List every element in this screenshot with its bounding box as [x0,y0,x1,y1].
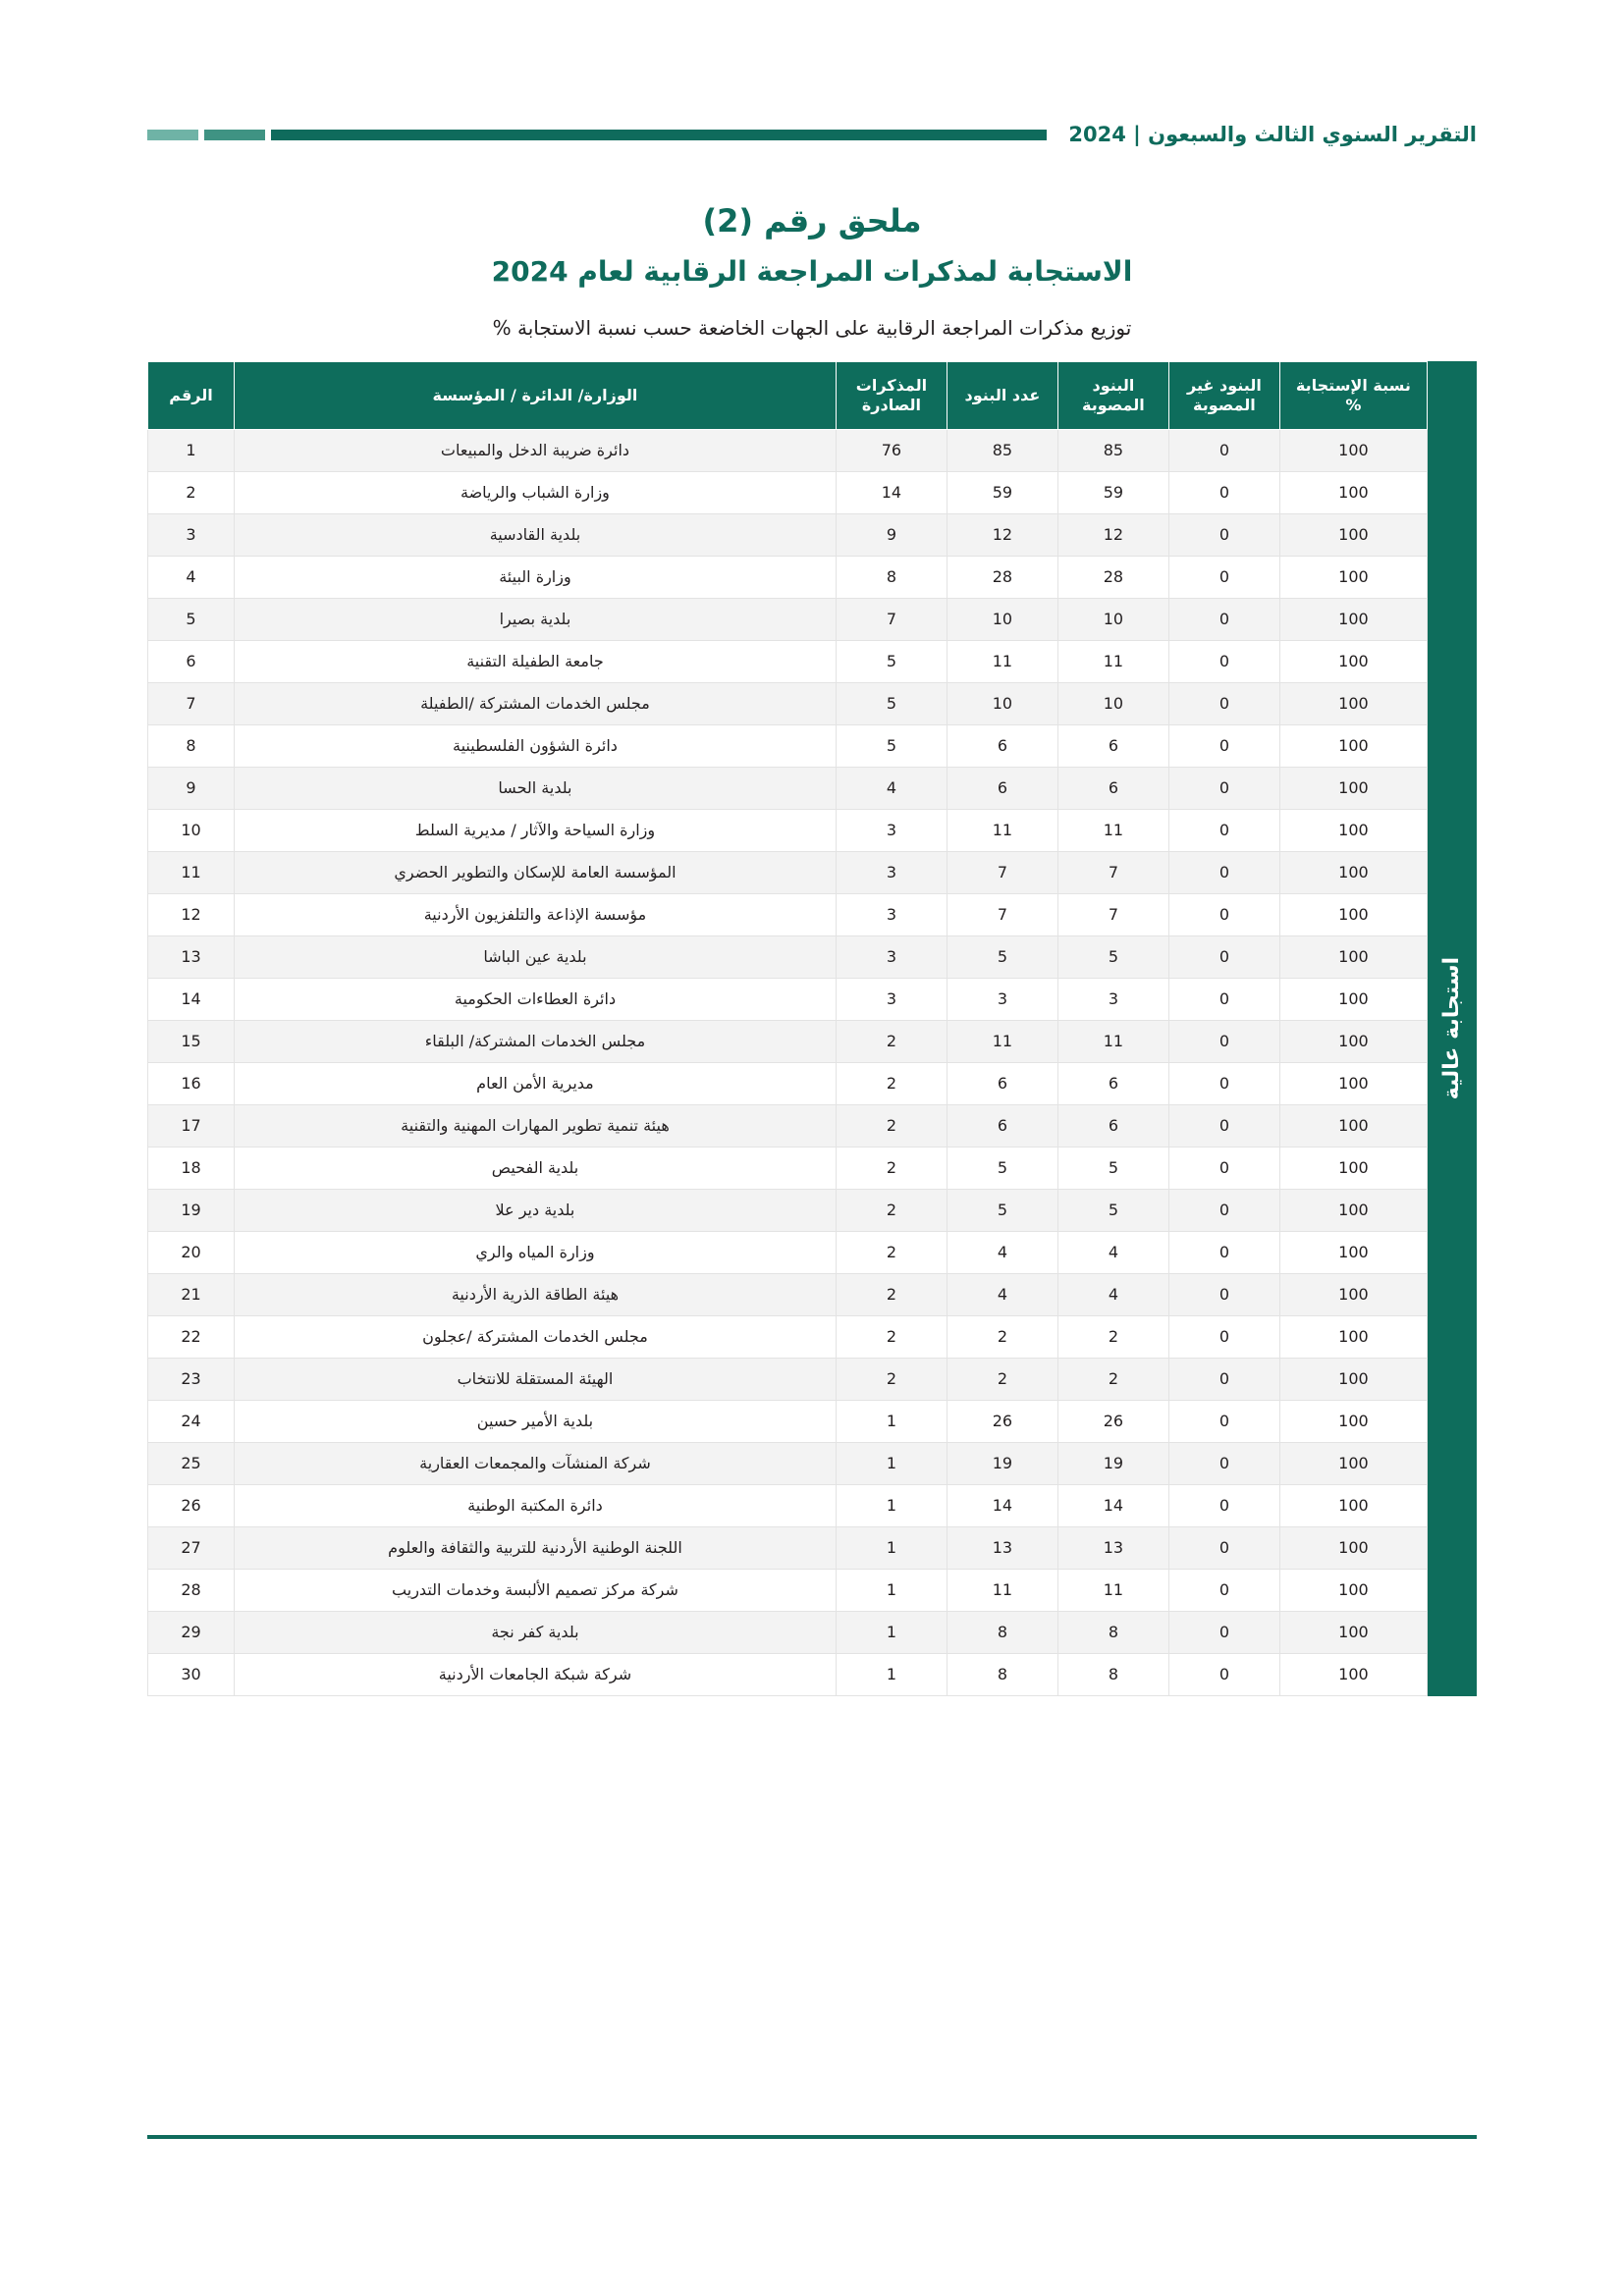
cell-items-count: 5 [947,1147,1057,1189]
cell-entity: هيئة الطاقة الذرية الأردنية [235,1273,837,1315]
cell-entity: دائرة الشؤون الفلسطينية [235,724,837,767]
cell-entity: مجلس الخدمات المشتركة/ البلقاء [235,1020,837,1062]
cell-fixed-items: 19 [1057,1442,1168,1484]
table-row [148,1104,1428,1147]
cell-issued-memos: 3 [836,809,947,851]
table-row [148,1400,1428,1442]
cell-unfixed-items: 0 [1168,1020,1279,1062]
cell-entity: بلدية كفر نجة [235,1611,837,1653]
cell-number: 29 [148,1611,235,1653]
cell-unfixed-items: 0 [1168,1400,1279,1442]
cell-issued-memos: 2 [836,1273,947,1315]
cell-unfixed-items: 0 [1168,598,1279,640]
cell-items-count: 10 [947,598,1057,640]
cell-number: 18 [148,1147,235,1189]
cell-items-count: 13 [947,1526,1057,1569]
cell-items-count: 5 [947,1189,1057,1231]
cell-issued-memos: 9 [836,513,947,556]
cell-number: 2 [148,471,235,513]
cell-entity: دائرة العطاءات الحكومية [235,978,837,1020]
cell-fixed-items: 2 [1057,1315,1168,1358]
cell-issued-memos: 3 [836,851,947,893]
cell-number: 14 [148,978,235,1020]
cell-unfixed-items: 0 [1168,1104,1279,1147]
appendix-subtitle: الاستجابة لمذكرات المراجعة الرقابية لعام 2024 [491,255,1133,288]
cell-items-count: 2 [947,1358,1057,1400]
cell-fixed-items: 5 [1057,1147,1168,1189]
cell-issued-memos: 7 [836,598,947,640]
cell-response-percent: 100 [1279,556,1427,598]
cell-entity: بلدية الحسا [235,767,837,809]
cell-issued-memos: 1 [836,1611,947,1653]
cell-number: 20 [148,1231,235,1273]
cell-fixed-items: 10 [1057,682,1168,724]
table-row [148,513,1428,556]
cell-items-count: 4 [947,1231,1057,1273]
cell-response-percent: 100 [1279,1104,1427,1147]
cell-unfixed-items: 0 [1168,935,1279,978]
cell-response-percent: 100 [1279,513,1427,556]
cell-entity: شركة المنشآت والمجمعات العقارية [235,1442,837,1484]
cell-entity: بلدية القادسية [235,513,837,556]
cell-number: 21 [148,1273,235,1315]
cell-entity: بلدية عين الباشا [235,935,837,978]
cell-entity: هيئة تنمية تطوير المهارات المهنية والتقنية [235,1104,837,1147]
cell-issued-memos: 2 [836,1104,947,1147]
cell-entity: مجلس الخدمات المشتركة /عجلون [235,1315,837,1358]
cell-entity: الهيئة المستقلة للانتخاب [235,1358,837,1400]
col-number: الرقم [148,361,235,429]
cell-unfixed-items: 0 [1168,1526,1279,1569]
cell-number: 27 [148,1526,235,1569]
cell-number: 26 [148,1484,235,1526]
cell-items-count: 8 [947,1653,1057,1695]
cell-unfixed-items: 0 [1168,513,1279,556]
cell-number: 13 [148,935,235,978]
cell-number: 17 [148,1104,235,1147]
cell-unfixed-items: 0 [1168,429,1279,471]
table-row [148,1569,1428,1611]
cell-items-count: 19 [947,1442,1057,1484]
cell-response-percent: 100 [1279,1231,1427,1273]
cell-response-percent: 100 [1279,893,1427,935]
cell-response-percent: 100 [1279,809,1427,851]
cell-fixed-items: 2 [1057,1358,1168,1400]
cell-response-percent: 100 [1279,724,1427,767]
cell-items-count: 6 [947,1104,1057,1147]
response-level-band [1428,361,1477,1696]
cell-number: 24 [148,1400,235,1442]
cell-fixed-items: 8 [1057,1653,1168,1695]
table-row [148,893,1428,935]
cell-issued-memos: 3 [836,893,947,935]
cell-issued-memos: 8 [836,556,947,598]
header-rule [147,130,1047,140]
cell-entity: شركة شبكة الجامعات الأردنية [235,1653,837,1695]
cell-number: 4 [148,556,235,598]
cell-number: 25 [148,1442,235,1484]
cell-issued-memos: 1 [836,1569,947,1611]
table-row [148,767,1428,809]
cell-items-count: 12 [947,513,1057,556]
table-row [148,1653,1428,1695]
table-row [148,1526,1428,1569]
table-row [148,978,1428,1020]
cell-response-percent: 100 [1279,471,1427,513]
cell-unfixed-items: 0 [1168,1273,1279,1315]
cell-items-count: 6 [947,724,1057,767]
cell-number: 23 [148,1358,235,1400]
table-row [148,851,1428,893]
table-row [148,1062,1428,1104]
cell-fixed-items: 4 [1057,1273,1168,1315]
cell-response-percent: 100 [1279,1189,1427,1231]
cell-issued-memos: 2 [836,1358,947,1400]
cell-issued-memos: 2 [836,1062,947,1104]
cell-fixed-items: 59 [1057,471,1168,513]
cell-response-percent: 100 [1279,598,1427,640]
cell-fixed-items: 4 [1057,1231,1168,1273]
cell-fixed-items: 3 [1057,978,1168,1020]
cell-response-percent: 100 [1279,1020,1427,1062]
table-head [148,361,1428,429]
cell-items-count: 8 [947,1611,1057,1653]
cell-number: 3 [148,513,235,556]
table-row [148,640,1428,682]
cell-items-count: 6 [947,1062,1057,1104]
cell-entity: اللجنة الوطنية الأردنية للتربية والثقافة والعلوم [235,1526,837,1569]
col-items-count: عدد البنود [947,361,1057,429]
cell-issued-memos: 1 [836,1526,947,1569]
cell-number: 6 [148,640,235,682]
table-row [148,809,1428,851]
table-header-row [148,361,1428,429]
table-caption: توزيع مذكرات المراجعة الرقابية على الجهات الخاضعة حسب نسبة الاستجابة % [492,315,1132,340]
cell-response-percent: 100 [1279,1358,1427,1400]
cell-unfixed-items: 0 [1168,1315,1279,1358]
cell-issued-memos: 2 [836,1189,947,1231]
cell-number: 12 [148,893,235,935]
table-row [148,1358,1428,1400]
cell-unfixed-items: 0 [1168,682,1279,724]
cell-unfixed-items: 0 [1168,556,1279,598]
cell-fixed-items: 11 [1057,640,1168,682]
page-header [0,0,1624,146]
cell-number: 5 [148,598,235,640]
cell-entity: وزارة السياحة والآثار / مديرية السلط [235,809,837,851]
cell-items-count: 7 [947,851,1057,893]
header-rule-segment-mid [204,130,265,140]
cell-entity: بلدية بصيرا [235,598,837,640]
cell-issued-memos: 76 [836,429,947,471]
header-rule-segment-short [147,130,198,140]
cell-unfixed-items: 0 [1168,893,1279,935]
cell-response-percent: 100 [1279,1273,1427,1315]
table-row [148,1231,1428,1273]
cell-entity: مؤسسة الإذاعة والتلفزيون الأردنية [235,893,837,935]
cell-entity: بلدية الأمير حسين [235,1400,837,1442]
cell-number: 30 [148,1653,235,1695]
cell-response-percent: 100 [1279,851,1427,893]
cell-entity: شركة مركز تصميم الألبسة وخدمات التدريب [235,1569,837,1611]
cell-items-count: 3 [947,978,1057,1020]
cell-issued-memos: 3 [836,978,947,1020]
cell-unfixed-items: 0 [1168,1062,1279,1104]
table-row [148,724,1428,767]
cell-entity: جامعة الطفيلة التقنية [235,640,837,682]
cell-fixed-items: 11 [1057,1020,1168,1062]
cell-fixed-items: 7 [1057,851,1168,893]
cell-entity: وزارة البيئة [235,556,837,598]
appendix-title: ملحق رقم (2) [702,202,922,240]
table-body [148,429,1428,1695]
table-row [148,429,1428,471]
response-level-label: استجابة عالية [1439,957,1465,1100]
cell-fixed-items: 6 [1057,1062,1168,1104]
cell-items-count: 6 [947,767,1057,809]
response-table [147,361,1428,1696]
cell-items-count: 7 [947,893,1057,935]
cell-entity: مجلس الخدمات المشتركة /الطفيلة [235,682,837,724]
cell-items-count: 11 [947,809,1057,851]
col-fixed-items: البنود المصوبة [1057,361,1168,429]
cell-fixed-items: 7 [1057,893,1168,935]
cell-fixed-items: 10 [1057,598,1168,640]
cell-number: 7 [148,682,235,724]
table-row [148,1484,1428,1526]
cell-unfixed-items: 0 [1168,471,1279,513]
cell-response-percent: 100 [1279,1653,1427,1695]
cell-fixed-items: 85 [1057,429,1168,471]
cell-unfixed-items: 0 [1168,1484,1279,1526]
cell-issued-memos: 2 [836,1147,947,1189]
report-header-title: التقرير السنوي الثالث والسبعون | 2024 [1068,123,1477,146]
cell-items-count: 5 [947,935,1057,978]
cell-items-count: 85 [947,429,1057,471]
cell-entity: دائرة المكتبة الوطنية [235,1484,837,1526]
titles-block [0,197,1624,340]
cell-fixed-items: 12 [1057,513,1168,556]
cell-number: 22 [148,1315,235,1358]
cell-unfixed-items: 0 [1168,1569,1279,1611]
cell-number: 11 [148,851,235,893]
cell-issued-memos: 1 [836,1400,947,1442]
cell-unfixed-items: 0 [1168,1653,1279,1695]
cell-issued-memos: 1 [836,1653,947,1695]
cell-unfixed-items: 0 [1168,1147,1279,1189]
cell-entity: دائرة ضريبة الدخل والمبيعات [235,429,837,471]
cell-entity: المؤسسة العامة للإسكان والتطوير الحضري [235,851,837,893]
header-rule-segment-long [271,130,1047,140]
cell-response-percent: 100 [1279,767,1427,809]
cell-unfixed-items: 0 [1168,724,1279,767]
cell-fixed-items: 6 [1057,724,1168,767]
table-row [148,556,1428,598]
cell-issued-memos: 5 [836,640,947,682]
cell-fixed-items: 11 [1057,809,1168,851]
cell-issued-memos: 1 [836,1484,947,1526]
cell-response-percent: 100 [1279,1569,1427,1611]
cell-issued-memos: 5 [836,724,947,767]
cell-response-percent: 100 [1279,1400,1427,1442]
cell-items-count: 2 [947,1315,1057,1358]
cell-items-count: 11 [947,1569,1057,1611]
cell-items-count: 59 [947,471,1057,513]
cell-unfixed-items: 0 [1168,767,1279,809]
col-issued-memos: المذكرات الصادرة [836,361,947,429]
cell-items-count: 10 [947,682,1057,724]
cell-number: 16 [148,1062,235,1104]
cell-issued-memos: 4 [836,767,947,809]
cell-number: 1 [148,429,235,471]
cell-unfixed-items: 0 [1168,1442,1279,1484]
table-row [148,1315,1428,1358]
cell-issued-memos: 5 [836,682,947,724]
table-row [148,1611,1428,1653]
footer-rule [147,2135,1477,2139]
cell-fixed-items: 14 [1057,1484,1168,1526]
cell-number: 28 [148,1569,235,1611]
cell-issued-memos: 2 [836,1020,947,1062]
cell-unfixed-items: 0 [1168,1231,1279,1273]
cell-unfixed-items: 0 [1168,978,1279,1020]
cell-entity: وزارة المياه والري [235,1231,837,1273]
cell-entity: بلدية دير علا [235,1189,837,1231]
cell-entity: وزارة الشباب والرياضة [235,471,837,513]
cell-issued-memos: 2 [836,1315,947,1358]
table-row [148,1020,1428,1062]
cell-issued-memos: 1 [836,1442,947,1484]
cell-response-percent: 100 [1279,1526,1427,1569]
cell-fixed-items: 5 [1057,935,1168,978]
table-row [148,598,1428,640]
cell-entity: مديرية الأمن العام [235,1062,837,1104]
cell-items-count: 11 [947,640,1057,682]
cell-response-percent: 100 [1279,640,1427,682]
cell-fixed-items: 28 [1057,556,1168,598]
cell-issued-memos: 2 [836,1231,947,1273]
table-row [148,1273,1428,1315]
cell-number: 10 [148,809,235,851]
cell-response-percent: 100 [1279,1062,1427,1104]
cell-response-percent: 100 [1279,978,1427,1020]
cell-number: 8 [148,724,235,767]
table-container [147,361,1477,1696]
cell-response-percent: 100 [1279,682,1427,724]
cell-unfixed-items: 0 [1168,1358,1279,1400]
cell-response-percent: 100 [1279,429,1427,471]
cell-number: 19 [148,1189,235,1231]
cell-response-percent: 100 [1279,1315,1427,1358]
table-row [148,682,1428,724]
cell-fixed-items: 6 [1057,1104,1168,1147]
cell-response-percent: 100 [1279,935,1427,978]
table-row [148,471,1428,513]
cell-unfixed-items: 0 [1168,1189,1279,1231]
cell-items-count: 11 [947,1020,1057,1062]
cell-response-percent: 100 [1279,1611,1427,1653]
cell-fixed-items: 26 [1057,1400,1168,1442]
cell-entity: بلدية الفحيص [235,1147,837,1189]
cell-response-percent: 100 [1279,1484,1427,1526]
cell-fixed-items: 11 [1057,1569,1168,1611]
cell-items-count: 28 [947,556,1057,598]
cell-response-percent: 100 [1279,1147,1427,1189]
cell-response-percent: 100 [1279,1442,1427,1484]
table-row [148,1442,1428,1484]
cell-issued-memos: 14 [836,471,947,513]
cell-items-count: 4 [947,1273,1057,1315]
cell-fixed-items: 8 [1057,1611,1168,1653]
table-row [148,1189,1428,1231]
table-row [148,935,1428,978]
cell-unfixed-items: 0 [1168,1611,1279,1653]
cell-items-count: 26 [947,1400,1057,1442]
cell-fixed-items: 6 [1057,767,1168,809]
cell-unfixed-items: 0 [1168,640,1279,682]
col-response-percent: نسبة الإستجابة % [1279,361,1427,429]
cell-items-count: 14 [947,1484,1057,1526]
cell-number: 15 [148,1020,235,1062]
cell-fixed-items: 5 [1057,1189,1168,1231]
cell-issued-memos: 3 [836,935,947,978]
cell-number: 9 [148,767,235,809]
col-unfixed-items: البنود غير المصوبة [1168,361,1279,429]
col-entity: الوزارة/ الدائرة / المؤسسة [235,361,837,429]
cell-unfixed-items: 0 [1168,851,1279,893]
cell-unfixed-items: 0 [1168,809,1279,851]
table-row [148,1147,1428,1189]
cell-fixed-items: 13 [1057,1526,1168,1569]
